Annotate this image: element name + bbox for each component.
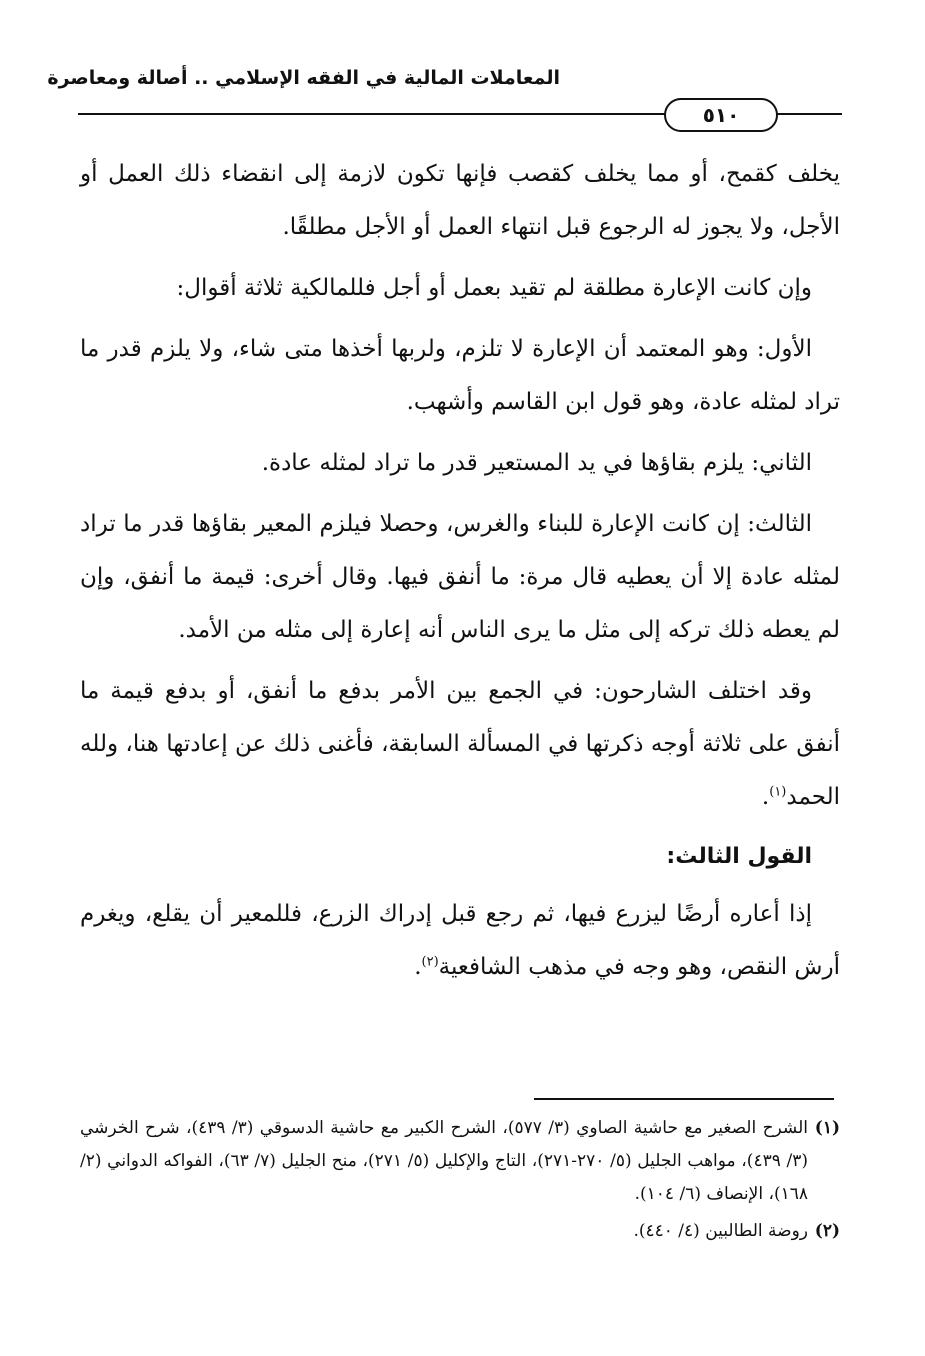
paragraph: وإن كانت الإعارة مطلقة لم تقيد بعمل أو أجل فللمالكية ثلاثة أقوال:	[176, 275, 812, 301]
footnotes	[80, 1112, 840, 1252]
footnote-text: الشرح الصغير مع حاشية الصاوي (٣/ ٥٧٧)، الشرح الكبير مع حاشية الدسوقي (٣/ ٤٣٩)، شرح الخرشي (٣/ ٤٣٩)، مواهب الجليل (٥/ ٢٧٠-٢٧١)، التاج والإكليل (٥/ ٢٧١)، منح الجليل (٧/ ٦٣)، الفواكه الدواني (٢/ ١٦٨)، الإنصاف (٦/ ١٠٤).	[80, 1118, 809, 1204]
paragraph: الثاني: يلزم بقاؤها في يد المستعير قدر ما تراد لمثله عادة.	[261, 450, 812, 476]
footnote-number: (١)	[814, 1118, 840, 1138]
paragraph	[80, 888, 840, 994]
paragraph: يخلف كقمح، أو مما يخلف كقصب فإنها تكون لازمة إلى انقضاء ذلك العمل أو الأجل، ولا يجوز له الرجوع قبل انتهاء العمل أو الأجل مطلقًا.	[80, 161, 840, 240]
footnote-separator	[534, 1098, 834, 1100]
footnote-marker: (٢)	[421, 954, 439, 970]
footnote-2	[80, 1215, 840, 1248]
footnote-marker: (١)	[769, 784, 787, 800]
paragraph-end: .	[761, 784, 770, 810]
footnote-1	[80, 1112, 840, 1211]
section-heading: القول الثالث:	[666, 844, 812, 869]
paragraph: الثالث: إن كانت الإعارة للبناء والغرس، وحصلا فيلزم المعير بقاؤها قدر ما تراد لمثله عادة إلا أن يعطيه قال مرة: ما أنفق فيها. وقال أخرى: قيمة ما أنفق، وإن لم يعطه ذلك تركه إلى مثل ما يرى الناس أنه إعارة إلى مثله من الأمد.	[80, 511, 840, 643]
paragraph: الأول: وهو المعتمد أن الإعارة لا تلزم، ولربها أخذها متى شاء، ولا يلزم قدر ما تراد لمثله عادة، وهو قول ابن القاسم وأشهب.	[80, 336, 840, 415]
main-text	[80, 148, 840, 1002]
running-title: المعاملات المالية في الفقه الإسلامي .. أصالة ومعاصرة	[47, 67, 560, 89]
paragraph-end: .	[414, 954, 422, 980]
paragraph-text: وقد اختلف الشارحون: في الجمع بين الأمر بدفع ما أنفق، أو بدفع قيمة ما أنفق على ثلاثة أوجه ذكرتها في المسألة السابقة، فأغنى ذلك عن إعادتها هنا، ولله الحمد	[80, 678, 840, 810]
footnote-number: (٢)	[814, 1221, 840, 1241]
paragraph-text: إذا أعاره أرضًا ليزرع فيها، ثم رجع قبل إدراك الزرع، فللمعير أن يقلع، ويغرم أرش النقص، وهو وجه في مذهب الشافعية	[80, 901, 840, 980]
page-number: ٥١٠	[664, 98, 778, 132]
footnote-text: روضة الطالبين (٤/ ٤٤٠).	[633, 1221, 808, 1241]
paragraph	[80, 665, 840, 824]
